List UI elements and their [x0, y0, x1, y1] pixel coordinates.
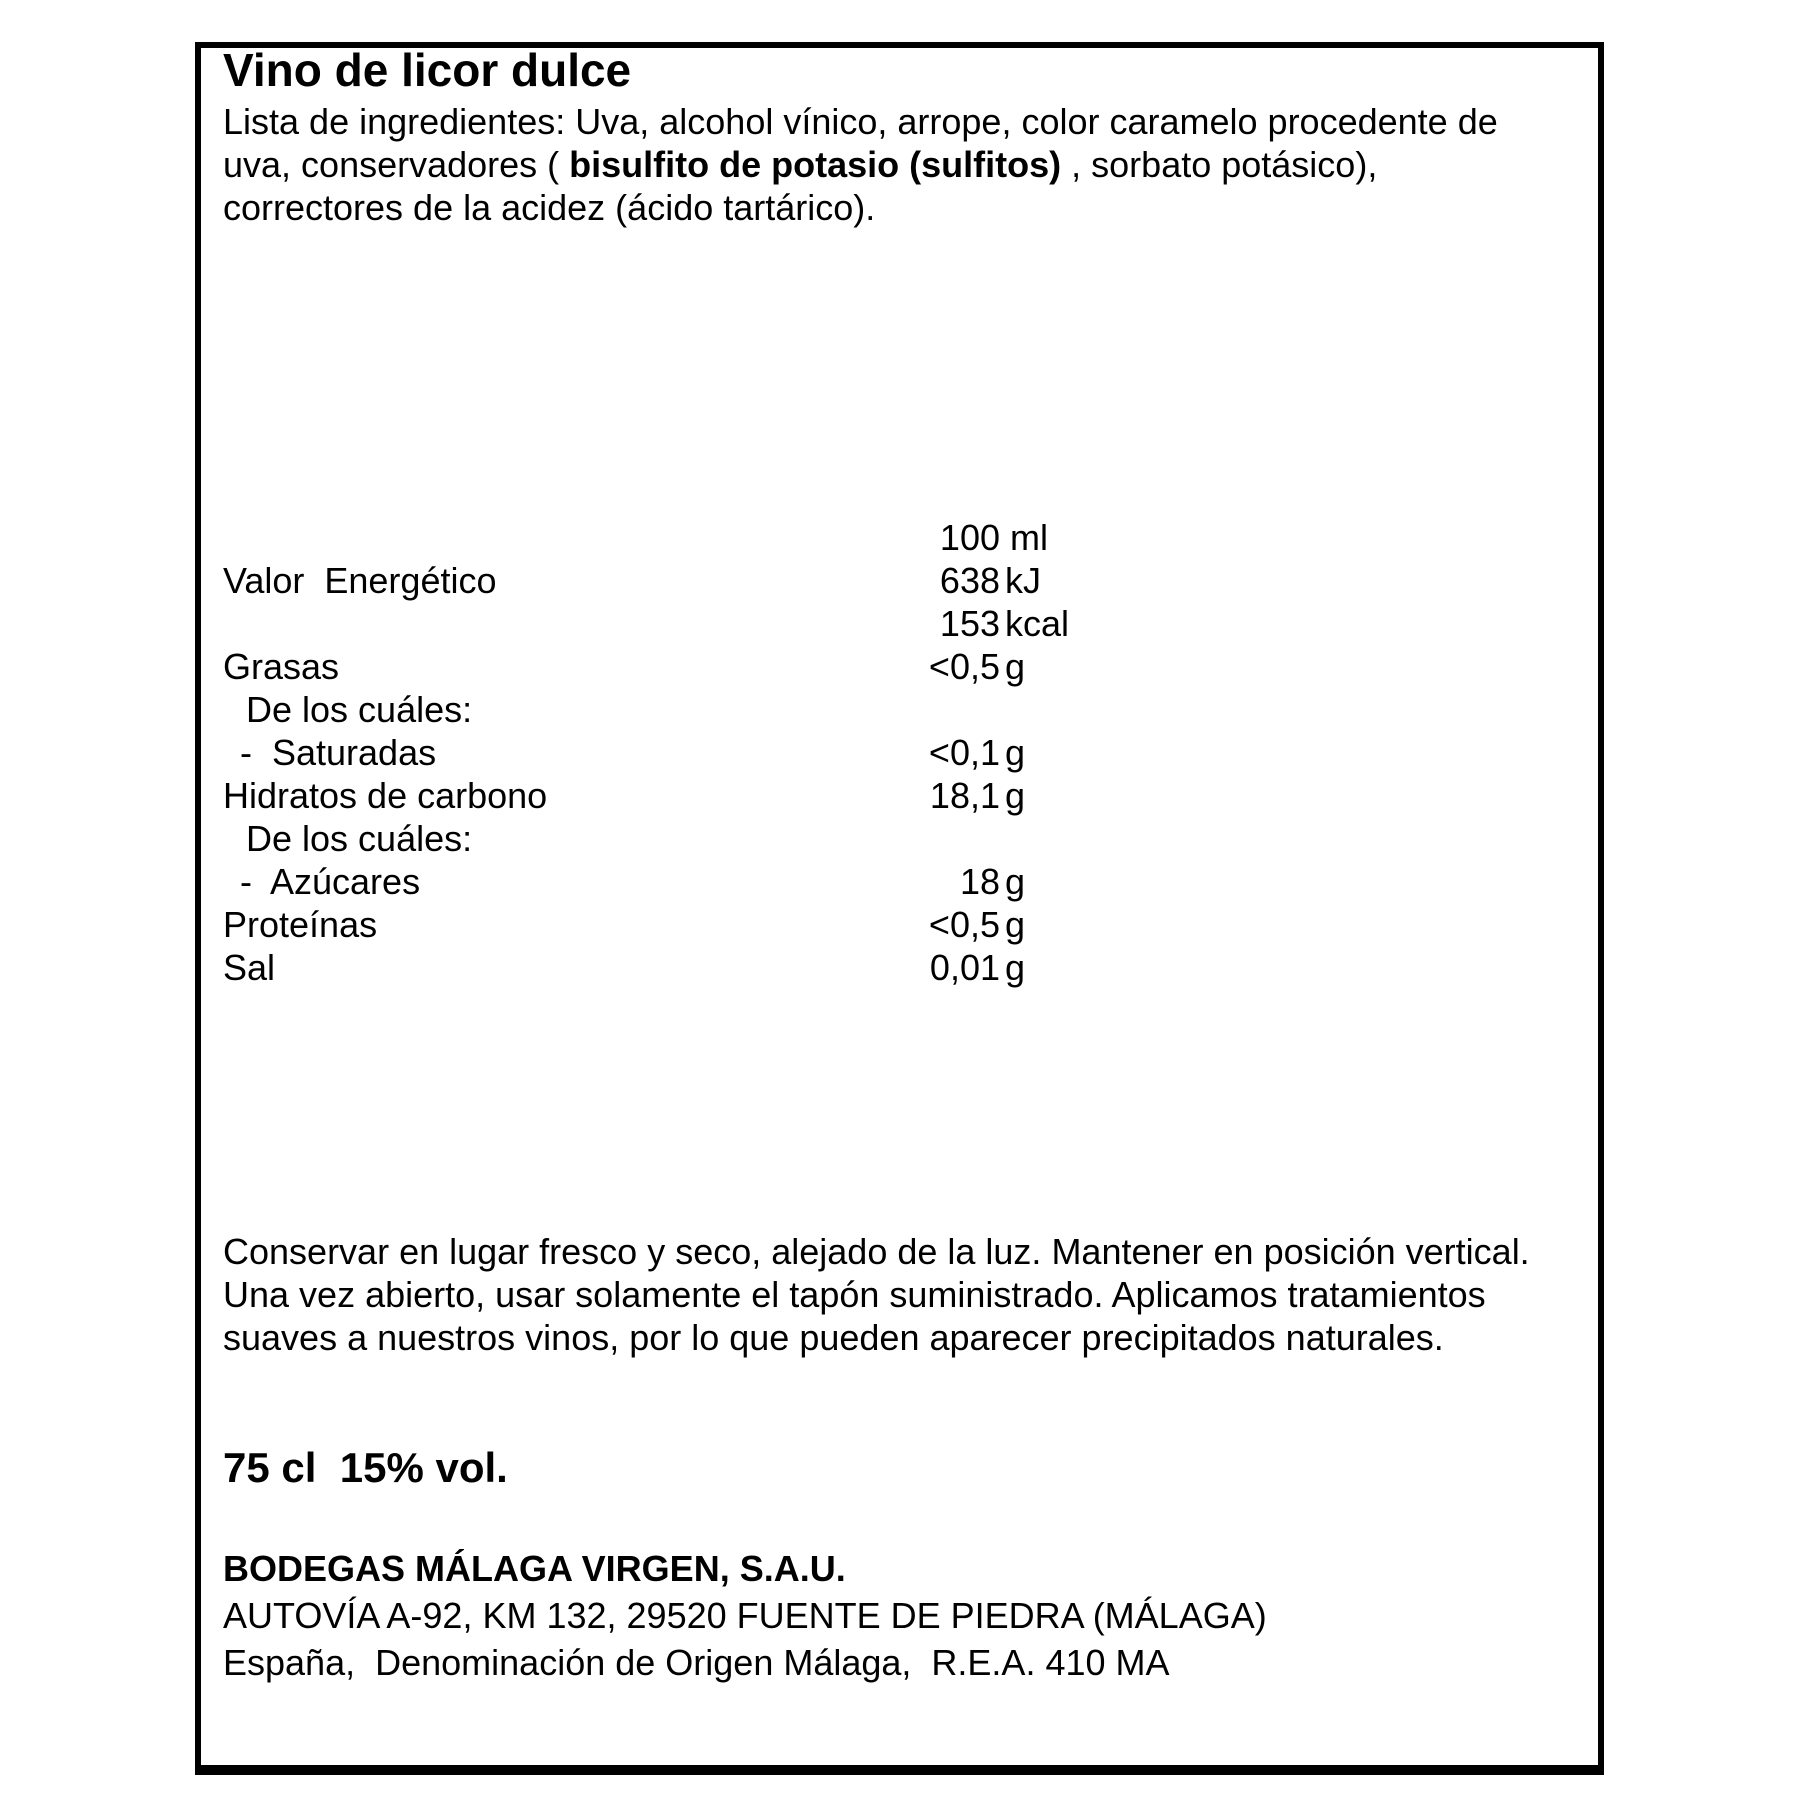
nutrition-row: [201, 946, 1598, 989]
nutrition-row-amount: [761, 817, 1000, 860]
nutrition-row: [201, 903, 1598, 946]
producer-origin: España, Denominación de Origen Málaga, R.E.A. 410 MA: [223, 1642, 1170, 1683]
nutrition-row-amount: 100: [939, 517, 1000, 558]
ingredients-line-2-pre: uva, conservadores (: [223, 144, 570, 185]
nutrition-row-amount: 0,01: [929, 947, 1000, 988]
nutrition-row-amount: [761, 688, 1000, 731]
nutrition-row-amount: 638: [939, 560, 1000, 601]
nutrition-row-amount: <0,5: [928, 646, 1000, 687]
storage-line-1: Conservar en lugar fresco y seco, alejado de la luz. Mantener en posición vertical.: [223, 1231, 1530, 1272]
ingredients-line-2-post: , sorbato potásico),: [1061, 144, 1378, 185]
nutrition-row-amount: <0,1: [928, 732, 1000, 773]
nutrition-row-label: - Azúcares: [240, 861, 421, 902]
nutrition-row: [201, 774, 1598, 817]
nutrition-row: [201, 559, 1598, 602]
ingredients-line-1: Lista de ingredientes: Uva, alcohol vínico, arrope, color caramelo procedente de: [223, 101, 1498, 142]
nutrition-row-unit: kcal: [1005, 603, 1070, 644]
nutrition-row: [201, 602, 1598, 645]
storage-line-3: suaves a nuestros vinos, por lo que pueden aparecer precipitados naturales.: [223, 1317, 1444, 1358]
nutrition-row-label: - Saturadas: [240, 732, 437, 773]
nutrition-row-unit: kJ: [1005, 560, 1041, 601]
nutrition-row-label: De los cuáles:: [246, 818, 473, 859]
nutrition-row-label: [223, 602, 761, 645]
nutrition-row-label: Grasas: [223, 646, 340, 687]
ingredients-line-3: correctores de la acidez (ácido tartárico).: [223, 187, 876, 228]
nutrition-row-amount: <0,5: [928, 904, 1000, 945]
nutrition-row: [201, 645, 1598, 688]
nutrition-row-label: [223, 516, 761, 559]
ingredients-line-2: [223, 143, 1568, 186]
storage-line-2: Una vez abierto, usar solamente el tapón suministrado. Aplicamos tratamientos: [223, 1274, 1486, 1315]
nutrition-row: [201, 817, 1598, 860]
nutrition-table: [201, 516, 1598, 989]
nutrition-row-label: Proteínas: [223, 904, 378, 945]
producer-address: AUTOVÍA A-92, KM 132, 29520 FUENTE DE PIEDRA (MÁLAGA): [223, 1595, 1267, 1636]
nutrition-row: [201, 731, 1598, 774]
nutrition-row: [201, 860, 1598, 903]
nutrition-row-unit: g: [1005, 732, 1026, 773]
nutrition-row-amount: 153: [939, 603, 1000, 644]
nutrition-row-unit: ml: [1010, 517, 1048, 558]
storage-instructions: [223, 1230, 1568, 1359]
ingredients-text: [223, 100, 1568, 229]
nutrition-row-unit: g: [1005, 904, 1026, 945]
nutrition-row: [201, 688, 1598, 731]
nutrition-row-unit: g: [1005, 947, 1026, 988]
nutrition-row-unit: g: [1005, 861, 1026, 902]
producer-name: BODEGAS MÁLAGA VIRGEN, S.A.U.: [223, 1548, 846, 1589]
producer-block: [223, 1545, 1568, 1686]
nutrition-row-label: Sal: [223, 947, 276, 988]
nutrition-row: [201, 516, 1598, 559]
volume-abv-text: 75 cl 15% vol.: [223, 1444, 508, 1491]
label-border-box: [195, 42, 1604, 1775]
nutrition-row-label: De los cuáles:: [246, 689, 473, 730]
nutrition-row-unit: g: [1005, 646, 1026, 687]
nutrition-row-label: Valor Energético: [223, 560, 497, 601]
nutrition-row-label: Hidratos de carbono: [223, 775, 548, 816]
product-title: Vino de licor dulce: [223, 44, 632, 96]
nutrition-row-amount: 18: [959, 861, 1000, 902]
allergen-bold-text: bisulfito de potasio (sulfitos): [569, 144, 1062, 185]
nutrition-row-amount: 18,1: [929, 775, 1000, 816]
nutrition-row-unit: g: [1005, 775, 1026, 816]
